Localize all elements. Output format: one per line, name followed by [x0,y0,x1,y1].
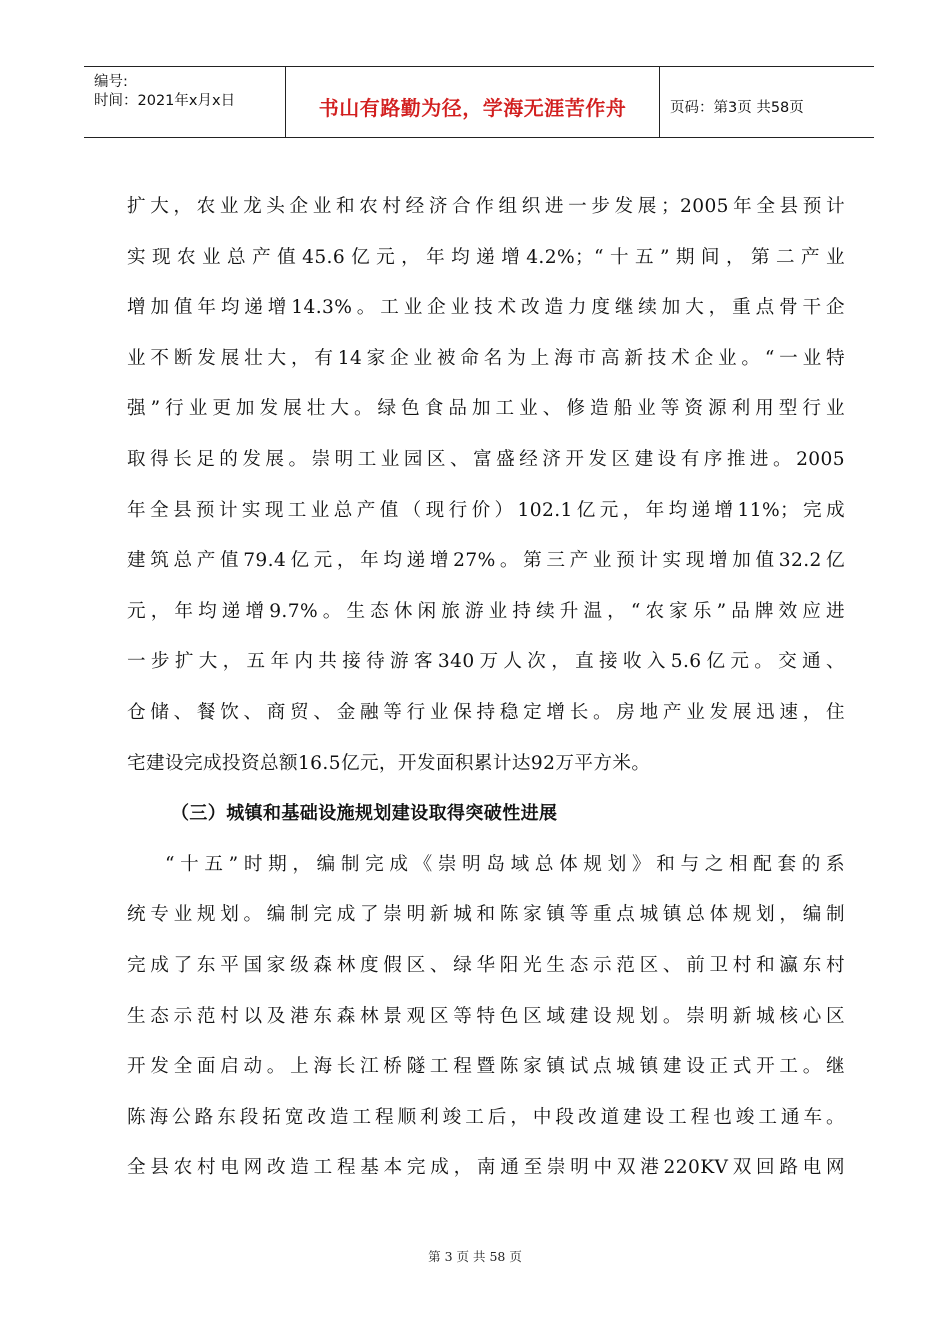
text-line: “十五”时期，编制完成《崇明岛域总体规划》和与之相配套的系 [165,853,845,875]
text-line: 全县农村电网改造工程基本完成，南通至崇明中双港220KV双回路电网 [127,1157,845,1179]
text-line: 一步扩大，五年内共接待游客340万人次，直接收入5.6亿元。交通、 [127,651,845,673]
text-line: 取得长足的发展。崇明工业园区、富盛经济开发区建设有序推进。2005 [127,448,845,470]
date-label: 时间：2021年x月x日 [94,93,236,109]
text-line: 陈海公路东段拓宽改造工程顺利竣工后，中段改道建设工程也竣工通车。 [127,1106,845,1128]
header-divider [659,67,660,137]
document-body [127,182,845,1194]
page-footer: 第 3 页 共 58 页 [428,1249,522,1264]
text-line: 宅建设完成投资总额16.5亿元，开发面积累计达92万平方米。 [127,752,651,774]
page-header [84,66,874,138]
section-heading: （三）城镇和基础设施规划建设取得突破性进展 [171,803,558,825]
text-line: 开发全面启动。上海长江桥隧工程暨陈家镇试点城镇建设正式开工。继 [127,1056,845,1078]
text-line: 统专业规划。编制完成了崇明新城和陈家镇等重点城镇总体规划，编制 [127,904,845,926]
text-line: 增加值年均递增14.3%。工业企业技术改造力度继续加大，重点骨干企 [127,297,845,319]
text-line: 年全县预计实现工业总产值（现行价）102.1亿元，年均递增11%；完成 [127,499,845,521]
text-line: 扩大，农业龙头企业和农村经济合作组织进一步发展；2005年全县预计 [127,196,845,217]
text-line: 完成了东平国家级森林度假区、绿华阳光生态示范区、前卫村和瀛东村 [127,954,845,976]
header-meta [94,73,235,111]
header-motto: 书山有路勤为径，学海无涯苦作舟 [318,95,627,120]
code-label: 编号: [94,74,128,90]
text-line: 建筑总产值79.4亿元，年均递增27%。第三产业预计实现增加值32.2亿 [127,550,845,572]
text-line: 实现农业总产值45.6亿元，年均递增4.2%；“十五”期间，第二产业 [127,246,845,268]
header-page-info: 页码：第3页 共58页 [670,99,804,116]
text-line: 强”行业更加发展壮大。绿色食品加工业、修造船业等资源利用型行业 [127,398,845,420]
text-line: 业不断发展壮大，有14家企业被命名为上海市高新技术企业。“一业特 [127,347,845,369]
text-line: 生态示范村以及港东森林景观区等特色区域建设规划。崇明新城核心区 [127,1005,845,1027]
text-line: 仓储、餐饮、商贸、金融等行业保持稳定增长。房地产业发展迅速，住 [127,701,845,723]
text-line: 元，年均递增9.7%。生态休闲旅游业持续升温，“农家乐”品牌效应进 [127,600,845,622]
